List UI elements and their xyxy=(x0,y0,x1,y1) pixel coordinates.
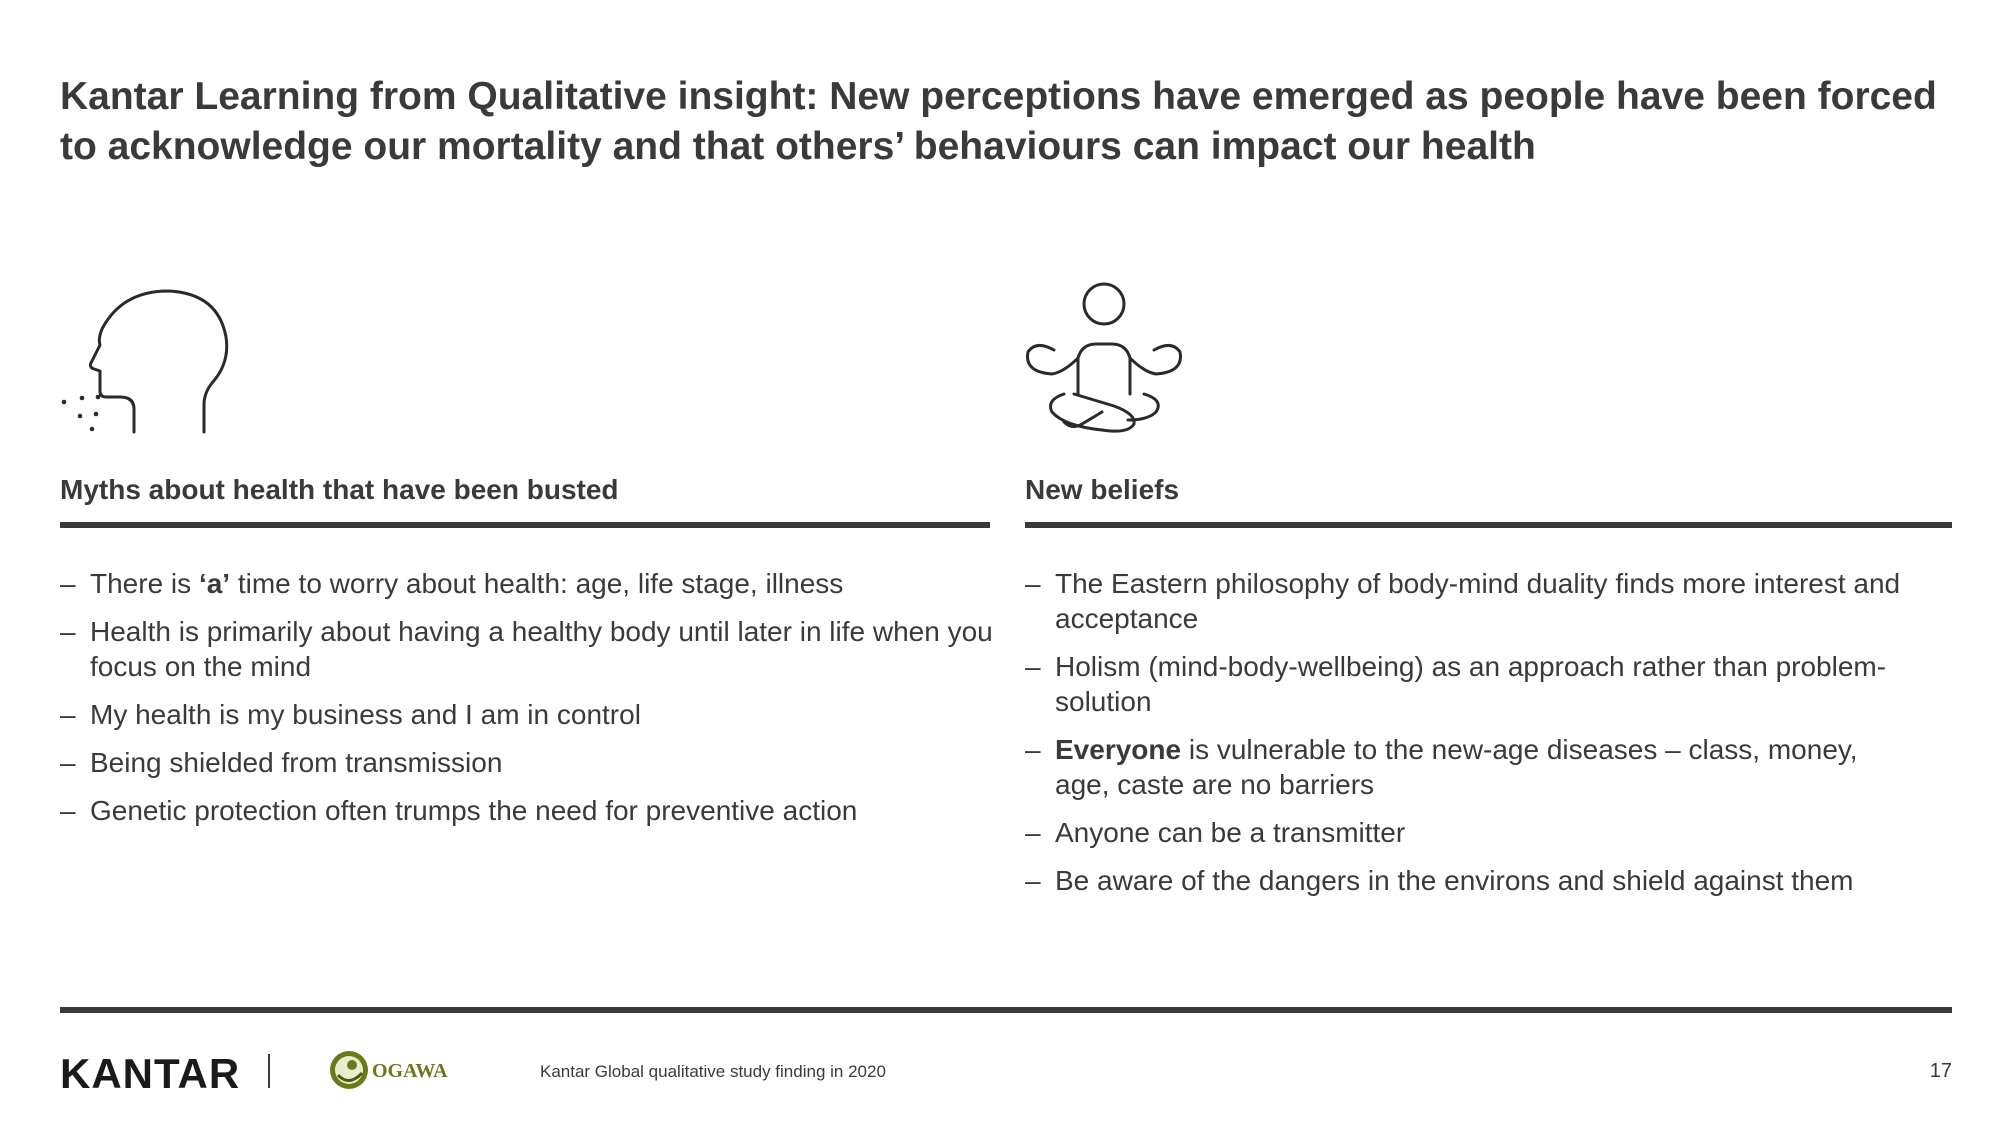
head-breathing-icon xyxy=(58,285,238,440)
bullet-dash: – xyxy=(1025,734,1041,765)
bullet-dash: – xyxy=(1025,865,1041,896)
page-number: 17 xyxy=(1929,1060,1952,1082)
bullet-dash: – xyxy=(1025,568,1041,599)
bullet-item xyxy=(60,745,1000,780)
bullet-text-pre: Health is primarily about having a healthy body until later in life when you focus on the mind xyxy=(90,616,993,682)
left-bullet-list xyxy=(60,566,1000,828)
kantar-logo xyxy=(60,1050,240,1098)
ogawa-logo-text: OGAWA xyxy=(372,1060,448,1082)
footer-rule xyxy=(60,1007,1952,1013)
bullet-item xyxy=(60,697,1000,732)
bullet-text-post: is vulnerable to the new-age diseases – class, money, age, caste are no barriers xyxy=(1055,734,1858,800)
bullet-text-pre: The Eastern philosophy of body-mind duality finds more interest and acceptance xyxy=(1055,568,1901,634)
right-bullet-list xyxy=(1025,566,1905,898)
bullet-dash: – xyxy=(1025,651,1041,682)
bullet-item xyxy=(1025,649,1905,719)
bullet-text-pre: Being shielded from transmission xyxy=(90,747,503,778)
bullet-text-pre: Genetic protection often trumps the need for preventive action xyxy=(90,795,858,826)
bullet-text-pre: My health is my business and I am in control xyxy=(90,699,641,730)
bullet-item xyxy=(60,614,1000,684)
bullet-dash: – xyxy=(60,795,76,826)
bullet-dash: – xyxy=(1025,817,1041,848)
left-column-rule xyxy=(60,522,990,528)
meditation-icon xyxy=(1024,282,1184,442)
bullet-item xyxy=(60,793,1000,828)
bullet-item xyxy=(1025,566,1905,636)
right-column-heading: New beliefs xyxy=(1025,474,1180,505)
bullet-text-pre: Anyone can be a transmitter xyxy=(1055,817,1406,848)
bullet-text-pre: Be aware of the dangers in the environs and shield against them xyxy=(1055,865,1854,896)
bullet-dash: – xyxy=(60,747,76,778)
ogawa-logo-icon xyxy=(328,1049,370,1091)
bullet-item xyxy=(1025,732,1905,802)
bullet-dash: – xyxy=(60,616,76,647)
bullet-text-bold: ‘a’ xyxy=(198,568,231,599)
left-column-heading: Myths about health that have been busted xyxy=(60,474,619,505)
bullet-item xyxy=(1025,815,1905,850)
logo-divider xyxy=(268,1054,270,1088)
bullet-item xyxy=(1025,863,1905,898)
source-note: Kantar Global qualitative study finding in 2020 xyxy=(540,1062,886,1081)
page-title: Kantar Learning from Qualitative insight: New perceptions have emerged as people have been forced to acknowledge our mortality and that others’ behaviours can impact our health xyxy=(60,75,1937,168)
right-column-rule xyxy=(1025,522,1952,528)
bullet-dash: – xyxy=(60,568,76,599)
bullet-dash: – xyxy=(60,699,76,730)
bullet-text-pre: Holism (mind-body-wellbeing) as an approach rather than problem-solution xyxy=(1055,651,1887,717)
bullet-text-post: time to worry about health: age, life stage, illness xyxy=(230,568,844,599)
bullet-text-bold: Everyone xyxy=(1055,734,1182,765)
bullet-text-pre: There is xyxy=(90,568,199,599)
kantar-logo-text: KANTAR xyxy=(60,1050,241,1097)
bullet-item xyxy=(60,566,1000,601)
